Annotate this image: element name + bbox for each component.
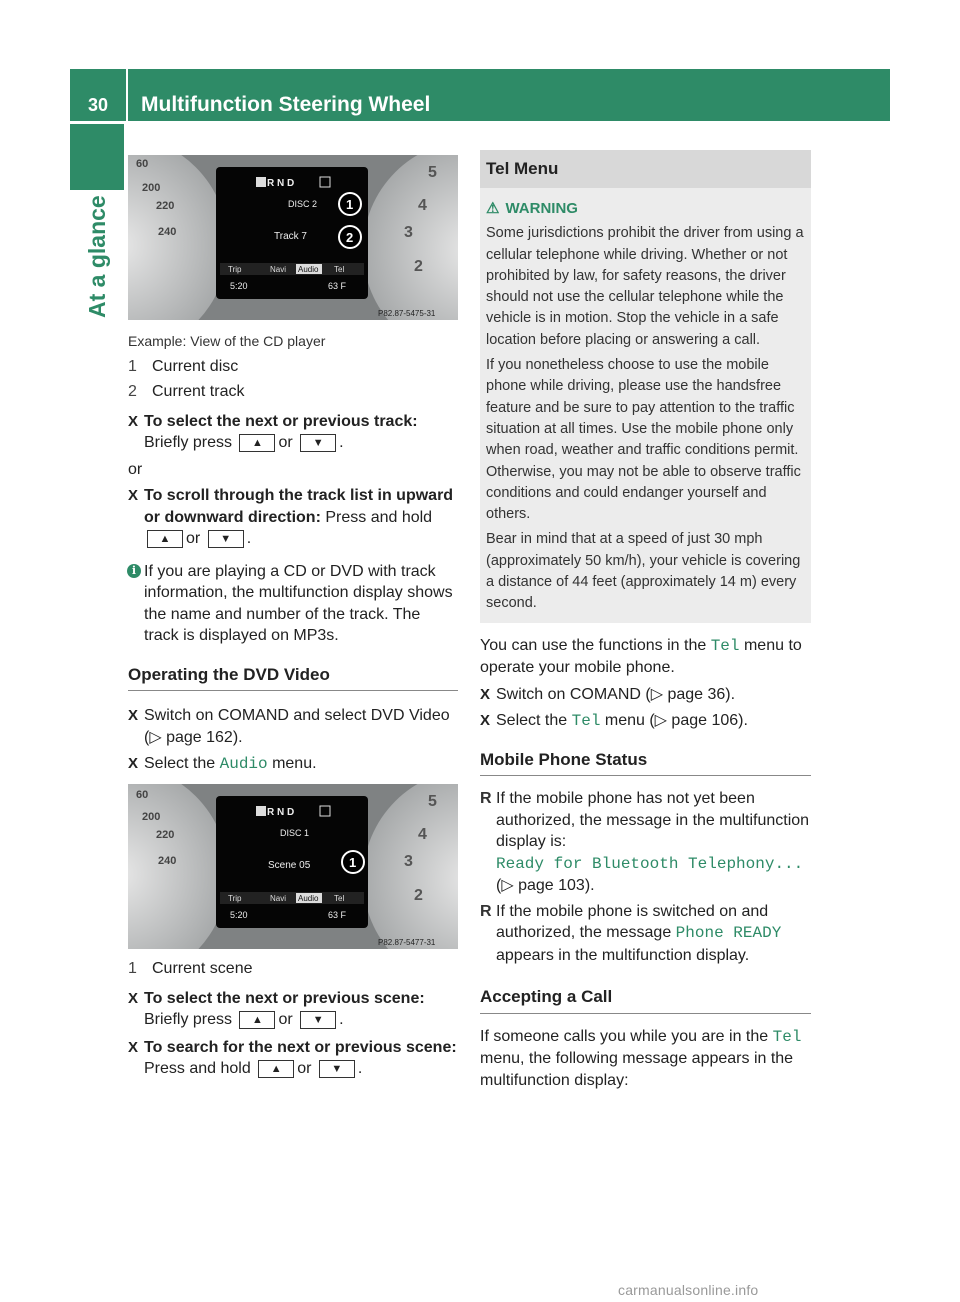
menu-trip: Trip (228, 265, 242, 274)
warning-text: Some jurisdictions prohibit the driver from using a cellular telephone while driving. Whether or not prohibited by law, for safety reasons, the driver should not use the cellular telephone while the vehicle is in motion. Stop the vehicle in a safe location before placing or answering a call. (486, 225, 804, 348)
menu-tel: Tel (334, 894, 345, 903)
dvd-video-figure (128, 784, 458, 949)
callout-1: 1 (349, 855, 357, 870)
svg-text:240: 240 (158, 855, 177, 867)
text: menu to operate your mobile phone. (480, 636, 802, 677)
menu-name: Tel (772, 1027, 802, 1046)
cd-player-figure (128, 155, 458, 320)
menu-name: Tel (710, 636, 740, 655)
legend-text: Current disc (152, 357, 239, 375)
info-text: If you are playing a CD or DVD with track information, the multifunction display shows the name and number of the track. The track is displayed on MP3s. (144, 562, 453, 644)
display-message: Phone READY (675, 924, 782, 943)
text: If the mobile phone is switched on and authorized, the message (496, 902, 769, 942)
svg-text:200: 200 (142, 182, 161, 194)
info-note (128, 561, 458, 647)
step-text: menu. (272, 755, 317, 772)
step-select-scene: X To select the next or previous scene: Briefly press ▲ or ▼ . (128, 989, 425, 1028)
svg-text:3: 3 (404, 853, 413, 870)
tel-intro (480, 635, 811, 679)
down-key: ▼ (300, 1011, 336, 1029)
period: . (339, 434, 344, 451)
svg-text:220: 220 (156, 829, 175, 841)
step-text: Select the (496, 712, 568, 730)
figure-ref: P82.87-5475-31 (378, 309, 436, 318)
step-heading: To search for the next or previous scene: (144, 1038, 457, 1056)
svg-text:60: 60 (136, 158, 149, 170)
step-switch-comand: X Switch on COMAND and select DVD Video (▷ page 162). (128, 707, 450, 746)
clock: 5:20 (230, 281, 248, 291)
step-select-audio: X Select the Audio menu. (128, 755, 317, 773)
up-key: ▲ (147, 530, 183, 548)
step-text: Press and hold (325, 508, 433, 526)
disc-label: DISC 2 (288, 199, 318, 209)
accept-text (480, 1026, 811, 1092)
scene-label: Scene 05 (268, 860, 311, 871)
menu-audio: Audio (298, 894, 319, 903)
step-heading: To select the next or previous track: (144, 412, 418, 430)
svg-text:200: 200 (142, 811, 161, 823)
step-scroll-track: X To scroll through the track list in upward or downward direction: Press and hold ▲ or ▼ . (128, 487, 454, 547)
step-search-scene: X To search for the next or previous scene: Press and hold ▲ or ▼ . (128, 1038, 457, 1077)
menu-name: Tel (571, 712, 601, 731)
down-key: ▼ (300, 434, 336, 452)
or-text: or (278, 1011, 293, 1028)
step-text: Press and hold (144, 1060, 251, 1077)
text: If someone calls you while you are in the (480, 1027, 769, 1045)
svg-text:R N D: R N D (267, 807, 295, 818)
warning-text: Bear in mind that at a speed of just 30 mph (approximately 50 km/h), your vehicle is covering a distance of 44 feet (approximately 14 m) every second. (486, 531, 801, 612)
step-select-tel: X Select the Tel menu (▷ page 106). (480, 712, 748, 731)
up-key: ▲ (258, 1060, 294, 1078)
info-icon: i (127, 564, 141, 578)
clock: 5:20 (230, 910, 248, 920)
down-key: ▼ (319, 1060, 355, 1078)
section-label: At a glance (84, 195, 110, 318)
svg-text:4: 4 (418, 826, 427, 843)
legend-num: 1 (128, 960, 137, 977)
legend-text: Current track (152, 383, 245, 400)
disc-label: DISC 1 (280, 828, 310, 838)
legend-text: Current scene (152, 960, 253, 977)
section-heading-mobile: Mobile Phone Status (480, 749, 811, 777)
svg-text:220: 220 (156, 200, 175, 212)
step-heading: To scroll through the track list in upward or downward direction: (144, 487, 454, 526)
menu-audio: Audio (298, 265, 319, 274)
warning-label: WARNING (505, 200, 578, 217)
warning-text: If you nonetheless choose to use the mobile phone while driving, please use the handsfree feature and be sure to pay attention to the traffic situation at all times. Use the mobile phone only when road, weather and traffic conditions permit. Otherwise, you may not be able to observe traffic conditions and could endanger yourself and others. (486, 357, 801, 523)
period: . (246, 530, 252, 547)
figure-caption: Example: View of the CD player (128, 333, 326, 349)
or-text: or (186, 530, 201, 547)
header-divider (126, 69, 128, 121)
period: . (339, 1011, 344, 1028)
page-number: 30 (87, 95, 109, 115)
list-item: R If the mobile phone is switched on and authorized, the message Phone READY appears in the multifunction display. (480, 902, 782, 964)
down-key: ▼ (208, 530, 244, 548)
svg-text:5: 5 (428, 793, 437, 810)
text: You can use the functions in the (480, 636, 707, 654)
svg-text:3: 3 (404, 224, 413, 241)
text: menu, the following message appears in the multifunction display: (480, 1050, 794, 1089)
callout-2: 2 (346, 230, 354, 245)
step-text: Briefly press (144, 434, 233, 451)
or-text: or (128, 460, 143, 478)
section-heading-accept: Accepting a Call (480, 986, 811, 1014)
legend-num: 2 (128, 383, 137, 400)
or-text: or (297, 1060, 312, 1077)
list-item: R If the mobile phone has not yet been authorized, the message in the multifunction display is: Ready for Bluetooth Telephony... (▷ page 103). (480, 790, 810, 895)
or-text: or (278, 434, 293, 451)
menu-navi: Navi (270, 265, 287, 274)
page-title: Multifunction Steering Wheel (141, 93, 431, 116)
tel-menu-heading: Tel Menu (480, 150, 811, 188)
svg-text:4: 4 (418, 197, 427, 214)
figure-ref: P82.87-5477-31 (378, 938, 436, 947)
warning-box (480, 188, 811, 623)
menu-name: Audio (219, 755, 268, 773)
step-switch-comand: X Switch on COMAND (▷ page 36). (480, 685, 736, 703)
menu-navi: Navi (270, 894, 287, 903)
step-text: Briefly press (144, 1011, 233, 1028)
text: appears in the multifunction display. (496, 946, 750, 964)
up-key: ▲ (239, 1011, 275, 1029)
menu-trip: Trip (228, 894, 242, 903)
up-key: ▲ (239, 434, 275, 452)
section-tab (70, 124, 124, 190)
svg-text:5: 5 (428, 164, 437, 181)
step-text: Switch on COMAND and select DVD Video (▷ page 162). (144, 707, 450, 746)
watermark: carmanualsonline.info (618, 1282, 759, 1298)
legend-num: 1 (128, 357, 137, 375)
temperature: 63 F (328, 281, 347, 291)
temperature: 63 F (328, 910, 347, 920)
section-heading-dvd: Operating the DVD Video (128, 664, 458, 692)
step-heading: To select the next or previous scene: (144, 989, 425, 1007)
svg-text:2: 2 (414, 258, 423, 275)
svg-text:60: 60 (136, 789, 149, 801)
menu-tel: Tel (334, 265, 345, 274)
warning-icon: ⚠ (486, 200, 500, 217)
step-text: menu (▷ page 106). (604, 712, 748, 730)
text: (▷ page 103). (496, 877, 595, 895)
svg-text:240: 240 (158, 226, 177, 238)
callout-1: 1 (346, 197, 354, 212)
track-label: Track 7 (274, 231, 307, 242)
step-select-track: X To select the next or previous track: Briefly press ▲ or ▼ . (128, 412, 418, 451)
step-text: Switch on COMAND (▷ page 36). (496, 685, 736, 703)
step-text: Select the (144, 755, 216, 772)
display-message: Ready for Bluetooth Telephony... (496, 854, 804, 873)
period: . (357, 1060, 363, 1077)
svg-text:R N D: R N D (267, 178, 295, 189)
svg-text:2: 2 (414, 887, 423, 904)
text: If the mobile phone has not yet been authorized, the message in the multifunction display is: (496, 790, 810, 851)
